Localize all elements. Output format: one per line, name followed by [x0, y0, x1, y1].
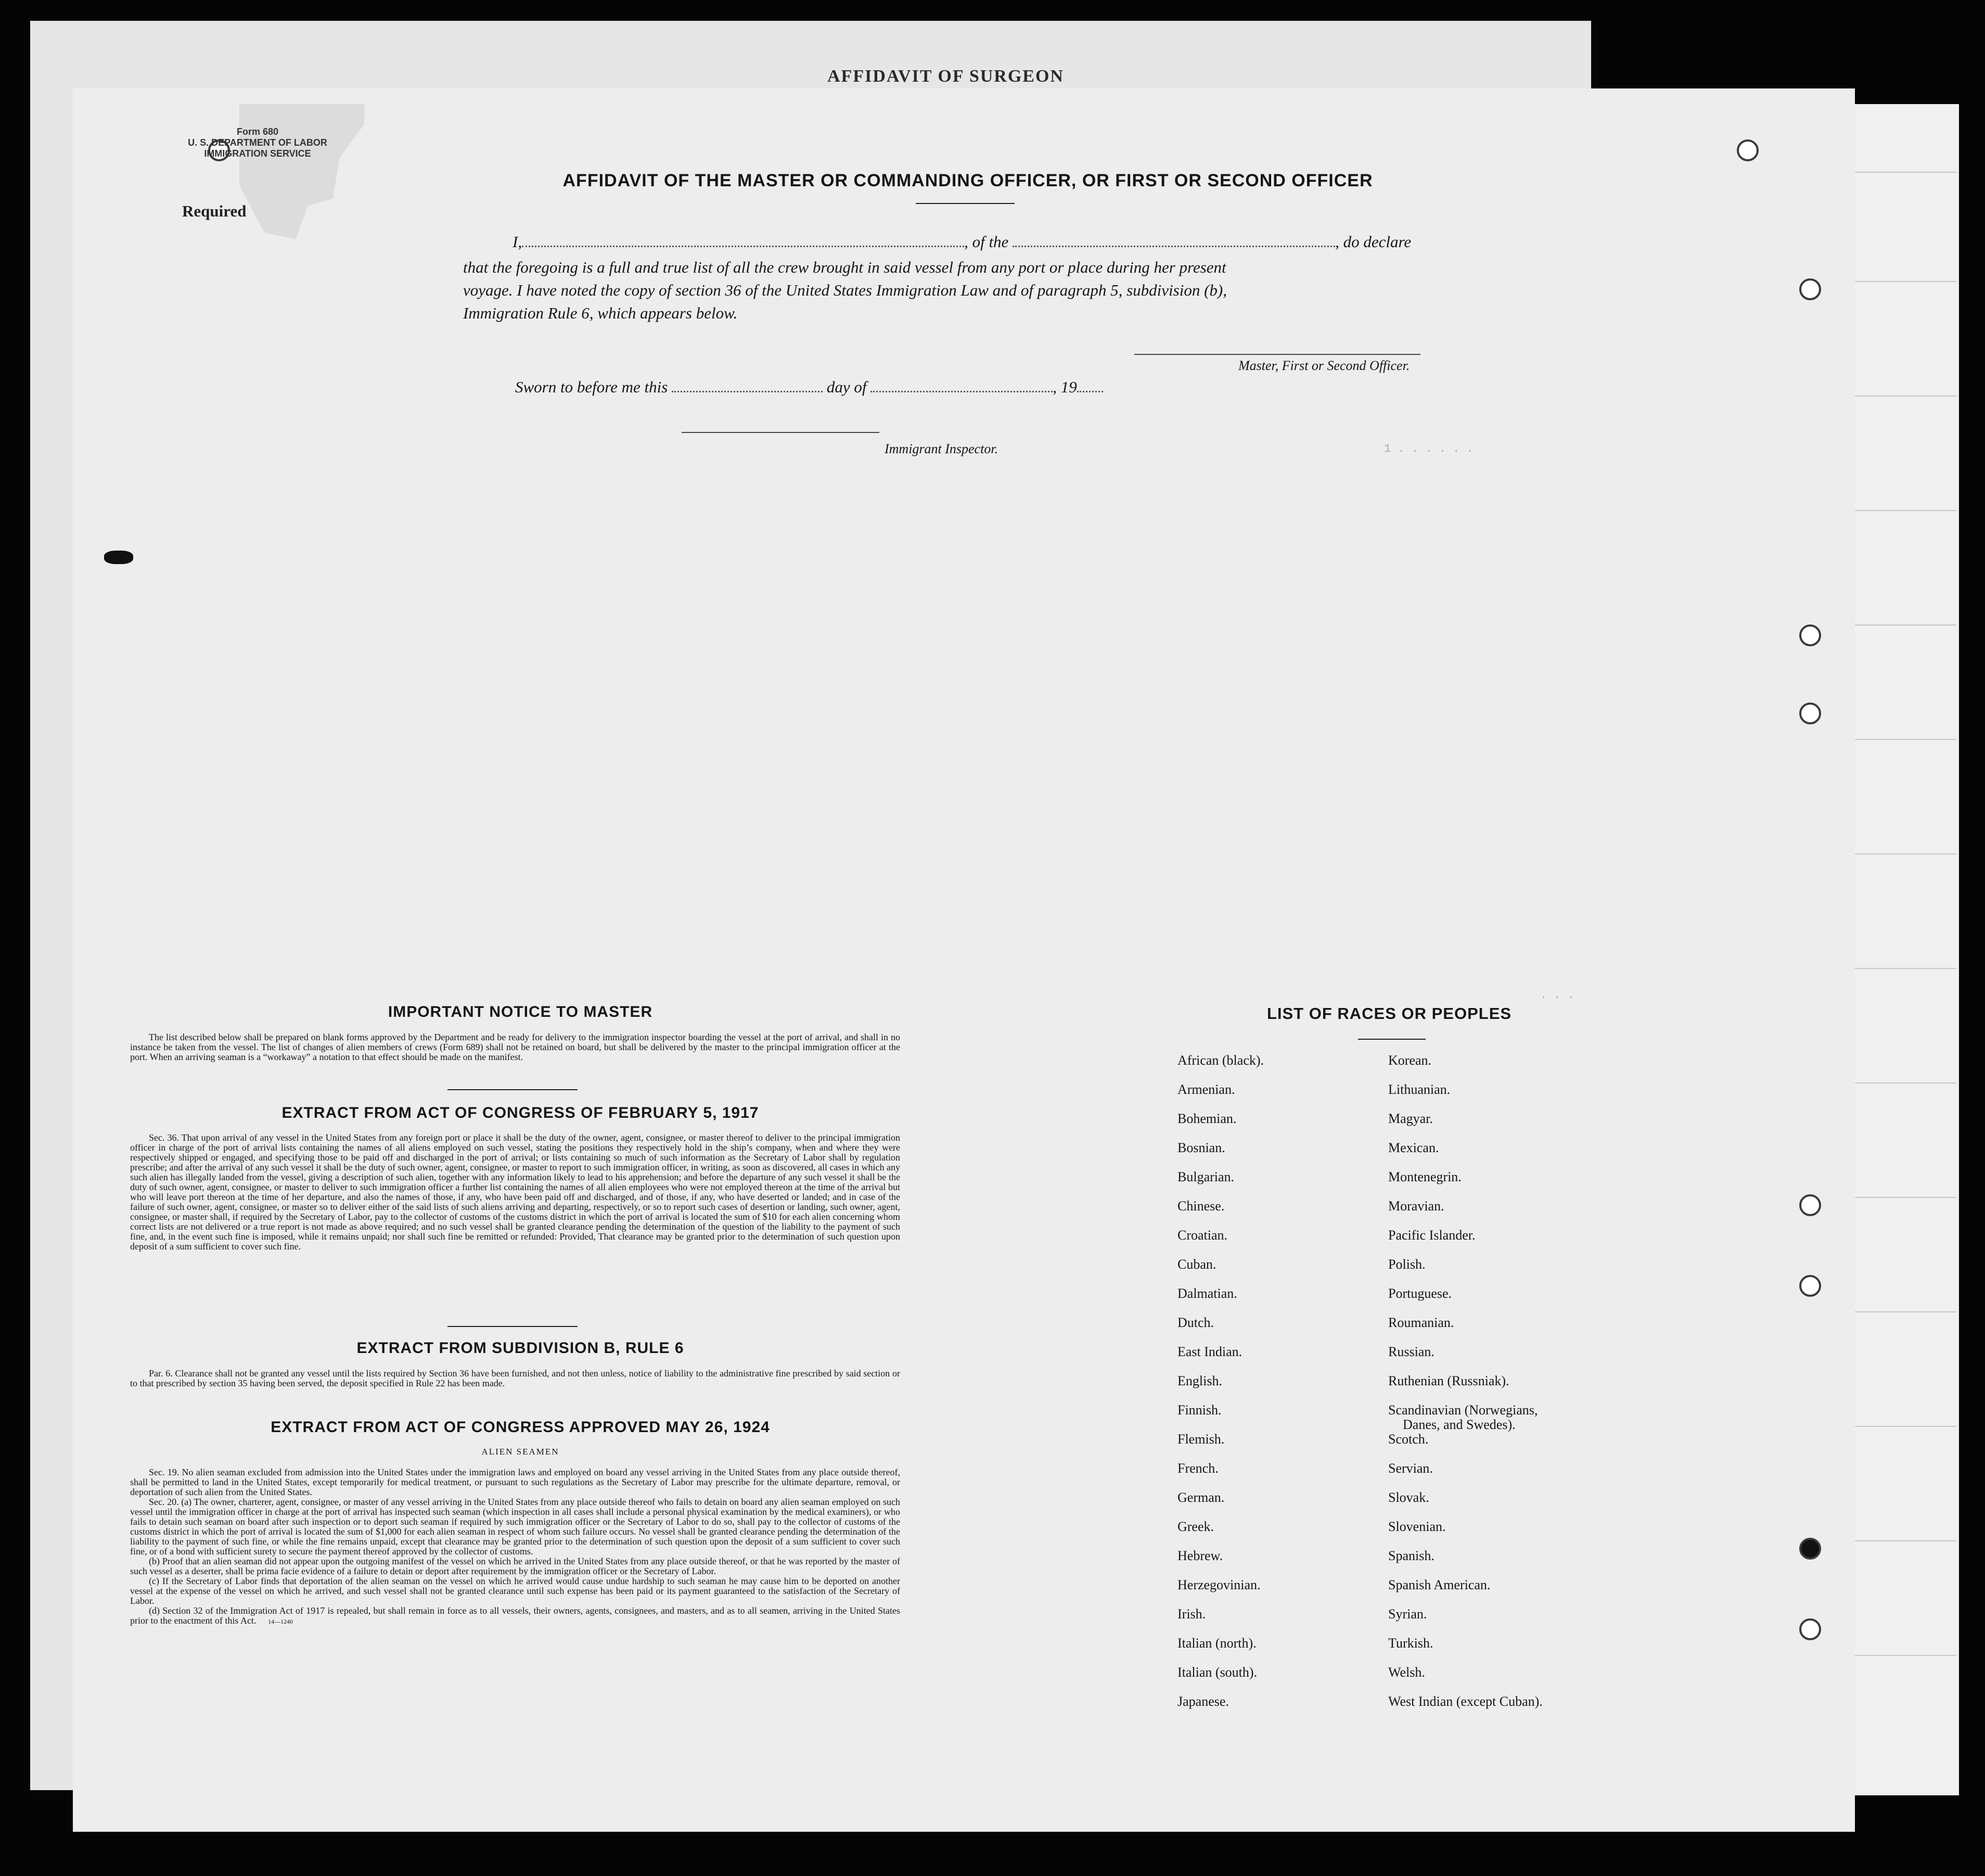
section-divider — [447, 1326, 578, 1327]
punch-hole — [1799, 624, 1821, 646]
notice-title: IMPORTANT NOTICE TO MASTER — [388, 1003, 653, 1020]
races-title: LIST OF RACES OR PEOPLES — [1266, 1004, 1512, 1023]
extract-1924-text — [130, 1467, 900, 1627]
bleed-through-text: . . . — [1540, 989, 1575, 1002]
race-item: Chinese. — [1177, 1198, 1225, 1214]
extract-1924-title: EXTRACT FROM ACT OF CONGRESS APPROVED MAY 26, 1924 — [271, 1419, 770, 1436]
extract-rule6-text — [130, 1369, 900, 1388]
race-item: Pacific Islander. — [1388, 1228, 1476, 1243]
punch-hole — [1737, 139, 1759, 161]
race-item: Dutch. — [1177, 1315, 1214, 1330]
sworn-day-label: day of — [826, 378, 867, 396]
declaration-line-1 — [513, 231, 1470, 253]
bleed-through-text: 1 . . . . . . — [1384, 442, 1474, 455]
punch-hole — [1799, 703, 1821, 724]
form-number: Form 680 — [236, 126, 279, 137]
race-item: Turkish. — [1388, 1636, 1433, 1651]
race-item: Croatian. — [1177, 1228, 1228, 1243]
race-item: Herzegovinian. — [1177, 1577, 1261, 1592]
race-item: Bosnian. — [1177, 1140, 1225, 1155]
race-item: Bulgarian. — [1177, 1169, 1235, 1184]
race-item: Dalmatian. — [1177, 1286, 1237, 1301]
race-item: Magyar. — [1388, 1111, 1433, 1126]
sec-20d-text: (d) Section 32 of the Immigration Act of 1917 is repealed, but shall remain in force as to all vessels, their owners, agents, consignees, and masters, and as to all seamen, arriving in the United States prior to the enactment of this Act. — [130, 1605, 900, 1626]
race-item: Montenegrin. — [1388, 1169, 1462, 1184]
races-left-column — [1177, 1054, 1264, 1724]
race-item: Irish. — [1177, 1606, 1206, 1622]
notice-paragraph: The list described below shall be prepared on blank forms approved by the Department and be ready for delivery to the immigration inspector boarding the vessel at the port of arrival, and shall in no instance be taken from the vessel. The list of changes of alien members of crews (Form 689) shall not be retained on board, but shall be delivered by the master to the principal immigration officer at the port. When an arriving seaman is a “workaway” a notation to that effect should be made on the manifest. — [130, 1032, 900, 1062]
race-item: Mexican. — [1388, 1140, 1439, 1155]
race-item: English. — [1177, 1373, 1222, 1388]
race-item: Slovak. — [1388, 1490, 1429, 1505]
race-item: Flemish. — [1177, 1432, 1225, 1447]
alien-seamen-subtitle: ALIEN SEAMEN — [481, 1447, 559, 1457]
department-name: U. S. DEPARTMENT OF LABOR — [188, 137, 327, 148]
race-item: Roumanian. — [1388, 1315, 1454, 1330]
race-item: West Indian (except Cuban). — [1388, 1694, 1543, 1709]
race-item: Hebrew. — [1177, 1548, 1223, 1563]
vessel-field[interactable] — [1013, 246, 1335, 247]
print-code: 14—1240 — [267, 1618, 293, 1625]
punch-hole — [1799, 1618, 1821, 1640]
race-item: German. — [1177, 1490, 1225, 1505]
race-item: Armenian. — [1177, 1082, 1235, 1097]
race-item: Portuguese. — [1388, 1286, 1452, 1301]
inspector-signature-line[interactable] — [682, 432, 879, 433]
punch-hole — [1799, 1538, 1821, 1560]
notice-text — [130, 1032, 900, 1062]
declaration-line-4: Immigration Rule 6, which appears below. — [463, 304, 738, 322]
race-item: Japanese. — [1177, 1694, 1229, 1709]
race-item: Spanish. — [1388, 1548, 1435, 1563]
sworn-line — [515, 376, 1244, 399]
sworn-day-field[interactable] — [672, 391, 823, 392]
race-item: East Indian. — [1177, 1344, 1243, 1359]
race-item: Welsh. — [1388, 1665, 1425, 1680]
section-36-paragraph: Sec. 36. That upon arrival of any vessel in the United States from any foreign port or place it shall be the duty of the owner, agent, consignee, or master thereof to deliver to the principal immigration officer in charge of the port of arrival lists containing the names of all aliens employed on such vessel, stating the positions they respectively hold in the ship’s company, when and where they were respectively shipped or engaged, and specifying those to be paid off and discharged in the port of arrival; or lists containing so much of such information as the Secretary of Labor shall by regulation prescribe; and after the arrival of any such vessel it shall be the duty of such owner, agent, consignee, or master to report to such immigration officer, in writing, as soon as discovered, all cases in which any such alien has illegally landed from the vessel, giving a description of such alien, together with any information likely to lead to his apprehension; and before the departure of any such vessel it shall be the duty of such owner, agent, consignee, or master to deliver to such immigration officer a further list containing the names of all alien employees who were not employed thereon at the time of the arrival but who will leave port thereon at the time of her departure, and also the names of those, if any, who have been paid off and discharged, and of those, if any, who have deserted or landed; and in case of the failure of such owner, agent, consignee, or master so to deliver either of the said lists of such aliens arriving and departing, respectively, or so to report such cases of desertion or landing, such owner, agent, consignee, or master shall, if required by the Secretary of Labor, pay to the collector of customs of the customs district in which the port of arrival is located the sum of $10 for each alien concerning whom correct lists are not delivered or a true report is not made as above required; and no such vessel shall be granted clearance pending the determination of the question of the liability to the payment of such fine, and, in the event such fine is imposed, while it remains unpaid; nor shall such fine be remitted or refunded: Provided, That clearance may be granted prior to the determination of such question upon deposit of a sum sufficient to cover such fine. — [130, 1132, 900, 1252]
races-title-rule — [1358, 1039, 1426, 1040]
sworn-year-field[interactable] — [1077, 391, 1103, 392]
declaration-of-the: , of the — [964, 233, 1009, 251]
sec-20d-paragraph — [130, 1606, 900, 1627]
sworn-prefix: Sworn to before me this — [515, 378, 668, 396]
sworn-year-label: , 19 — [1053, 378, 1077, 396]
required-label: Required — [182, 202, 247, 220]
races-right-column — [1388, 1054, 1543, 1724]
sec-20b-paragraph: (b) Proof that an alien seaman did not appear upon the outgoing manifest of the vessel on which he arrived in the United States from any place outside thereof, or that he was reported by the master of such vessel as a deserter, shall be prima facie evidence of a failure to detain or deport after requirement by the immigration officer or the Secretary of Labor. — [130, 1556, 900, 1576]
race-item: Finnish. — [1177, 1402, 1222, 1418]
sworn-month-field[interactable] — [870, 391, 1053, 392]
master-label: Master, First or Second Officer. — [1238, 358, 1410, 373]
back-sheet-title: AFFIDAVIT OF SURGEON — [827, 67, 1064, 86]
punch-hole — [1799, 1194, 1821, 1216]
race-item: Ruthenian (Russniak). — [1388, 1373, 1509, 1388]
race-item: Syrian. — [1388, 1606, 1427, 1622]
race-item: African (black). — [1177, 1053, 1264, 1068]
rule6-paragraph: Par. 6. Clearance shall not be granted any vessel until the lists required by Section 36 have been furnished, and not then unless, notice of liability to the administrative fine prescribed by said section or to that prescribed by section 35 having been served, the deposit specified in Rule 22 has been made. — [130, 1368, 900, 1388]
name-field[interactable] — [522, 246, 964, 247]
extract-1917-title: EXTRACT FROM ACT OF CONGRESS OF FEBRUARY 5, 1917 — [281, 1104, 759, 1121]
punch-hole — [1799, 1275, 1821, 1297]
race-item: Slovenian. — [1388, 1519, 1446, 1534]
race-item: Scandinavian (Norwegians, — [1388, 1402, 1538, 1418]
affidavit-title: AFFIDAVIT OF THE MASTER OR COMMANDING OFFICER, OR FIRST OR SECOND OFFICER — [562, 171, 1373, 190]
declaration-do-declare: , do declare — [1335, 233, 1412, 251]
declaration-line-3: voyage. I have noted the copy of section 36 of the United States Immigration Law and of paragraph 5, subdivision (b), — [463, 281, 1227, 299]
sec-20c-paragraph: (c) If the Secretary of Labor finds that deportation of the alien seaman on the vessel on which he arrived would cause undue hardship to such seaman he may cause him to be deported on another vessel at the expense of the vessel on which he arrived, and such vessel shall not be granted clearance until such expense has been paid or its payment guaranteed to the satisfaction of the Secretary of Labor. — [130, 1576, 900, 1606]
race-item: Servian. — [1388, 1461, 1433, 1476]
race-item: Bohemian. — [1177, 1111, 1237, 1126]
inspector-label: Immigrant Inspector. — [885, 441, 998, 456]
race-item: Spanish American. — [1388, 1577, 1491, 1592]
declaration-line-2: that the foregoing is a full and true list of all the crew brought in said vessel from any port or place during her present — [463, 258, 1226, 276]
race-item: Italian (south). — [1177, 1665, 1258, 1680]
race-item: Greek. — [1177, 1519, 1214, 1534]
extract-1917-text — [130, 1133, 900, 1252]
sec-20a-paragraph: Sec. 20. (a) The owner, charterer, agent, consignee, or master of any vessel arriving in the United States from any place outside thereof who fails to detain on board any alien seaman employed on such vessel until the immigration officer in charge at the port of arrival has inspected such seaman (which inspection in all cases shall include a personal physical examination by the medical examiners), or who fails to detain such seaman on board after such inspection or to deport such seaman if required by such immigration officer or the Secretary of Labor to do so, shall pay to the collector of customs of the customs district in which the port of arrival is located the sum of $1,000 for each alien seaman in respect of whom such failure occurs. No vessel shall be granted clearance pending the determination of the liability to the payment of such fine, or while the fine remains unpaid, except that clearance may be granted prior to the determination of such question upon the deposit of a sum sufficient to cover such fine, or of a bond with sufficient surety to secure the payment thereof approved by the collector of customs. — [130, 1497, 900, 1556]
service-name: IMMIGRATION SERVICE — [204, 148, 311, 159]
race-item: Polish. — [1388, 1257, 1426, 1272]
race-item: Moravian. — [1388, 1198, 1444, 1214]
extract-rule6-title: EXTRACT FROM SUBDIVISION B, RULE 6 — [356, 1339, 684, 1357]
race-item: Italian (north). — [1177, 1636, 1257, 1651]
form-header — [172, 126, 343, 159]
race-item: French. — [1177, 1461, 1219, 1476]
master-signature-line[interactable] — [1134, 354, 1420, 355]
race-item: Korean. — [1388, 1053, 1432, 1068]
title-rule — [916, 203, 1015, 204]
race-item: Cuban. — [1177, 1257, 1216, 1272]
race-item-continuation: Danes, and Swedes). — [1403, 1417, 1516, 1432]
sec-19-paragraph: Sec. 19. No alien seaman excluded from admission into the United States under the immigration laws and employed on board any vessel arriving in the United States from any place outside thereof, shall be permitted to land in the United States, except temporarily for medical treatment, or pursuant to such regulations as the Secretary of Labor may prescribe for the ultimate departure, removal, or deportation of such alien from the United States. — [130, 1467, 900, 1497]
ink-blot — [104, 551, 133, 564]
race-item: Scotch. — [1388, 1432, 1429, 1447]
section-divider — [447, 1089, 578, 1090]
race-item: Russian. — [1388, 1344, 1435, 1359]
declaration-i: I, — [513, 233, 522, 251]
punch-hole — [1799, 278, 1821, 300]
race-item: Lithuanian. — [1388, 1082, 1451, 1097]
